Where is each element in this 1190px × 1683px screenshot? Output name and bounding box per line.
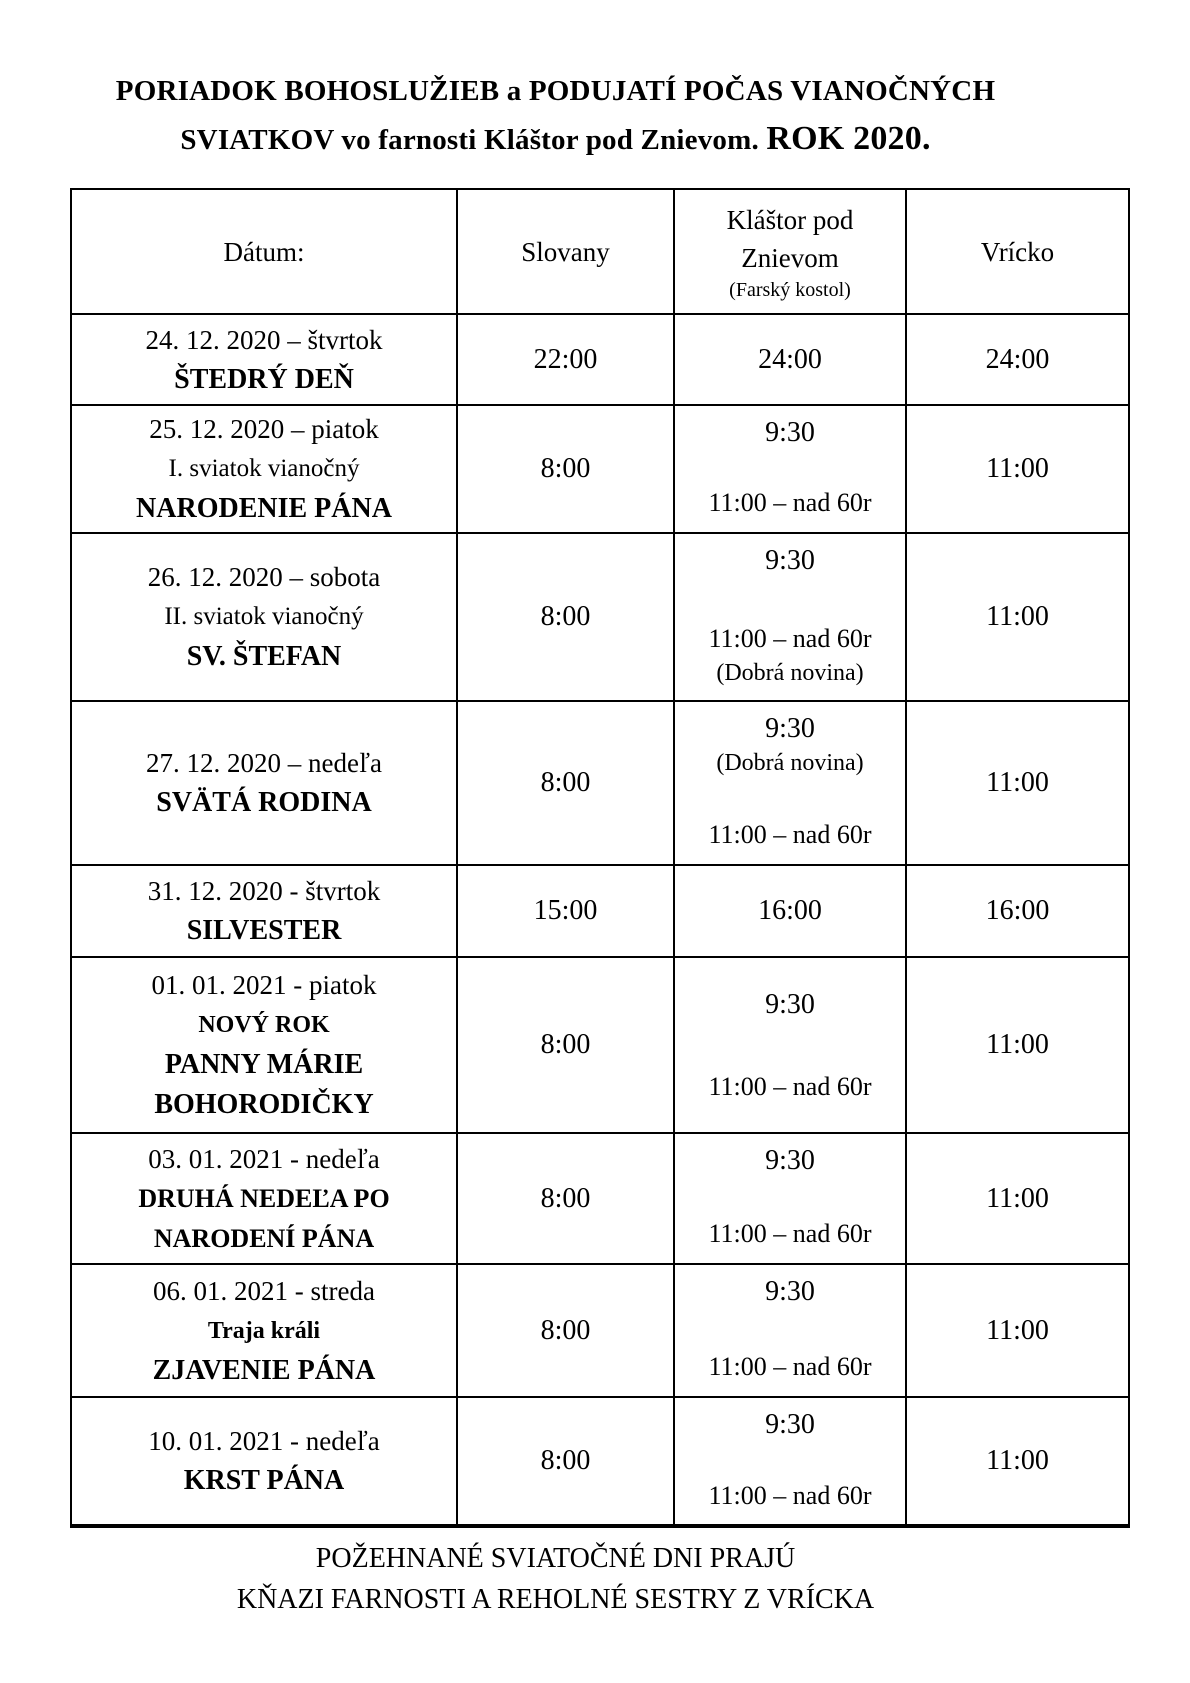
feast-name: NARODENIE PÁNA [136,493,392,524]
time-value: 9:30 [765,1276,815,1307]
date-text: 06. 01. 2021 - streda [153,1275,375,1306]
feast-name: NOVÝ ROK [198,1012,330,1038]
date-cell [71,865,457,957]
time-value: 11:00 – nad 60r [708,1219,872,1248]
vricko-time-cell [906,314,1129,405]
time-value: 9:30 [765,713,815,744]
feast-name: SILVESTER [186,915,342,946]
date-subtitle: I. sviatok vianočný [168,455,360,482]
header-cell-slovany [457,189,674,314]
feast-name: PANNY MÁRIE [164,1049,364,1080]
vricko-time-cell [906,405,1129,533]
feast-name: KRST PÁNA [183,1465,345,1496]
klastor-time-cell [674,865,906,957]
time-value: 11:00 – nad 60r [708,488,872,517]
title-line-2-text: SVIATKOV vo farnosti Kláštor pod Znievom. [180,124,767,156]
klastor-times [675,703,905,863]
slovany-time-cell [457,701,674,865]
vricko-time-cell [906,865,1129,957]
slovany-time-cell [457,314,674,405]
header-cell-vricko [906,189,1129,314]
time-value: 15:00 [533,895,598,926]
header-slovany-label: Slovany [521,236,610,267]
footer-line-1: POŽEHNANÉ SVIATOČNÉ DNI PRAJÚ [315,1543,796,1574]
time-value: 11:00 – nad 60r [708,1480,872,1510]
title-line-1: PORIADOK BOHOSLUŽIEB a PODUJATÍ POČAS VIANOČNÝCH [115,75,996,107]
feast-name: SV. ŠTEFAN [186,641,342,672]
time-value: 8:00 [540,1314,591,1346]
header-klastor-line1: Kláštor pod [726,204,854,235]
time-value: 16:00 [758,895,822,926]
date-text: 01. 01. 2021 - piatok [151,970,377,1000]
header-cell-klastor [674,189,906,314]
table-row [71,1133,1129,1264]
date-text: 24. 12. 2020 – štvrtok [145,324,383,355]
document-title [65,68,1046,164]
time-value: 11:00 [986,1445,1049,1476]
date-cell [71,701,457,865]
time-value: 11:00 – nad 60r [708,1352,872,1381]
klastor-times [675,1266,905,1395]
time-value: 9:30 [765,989,815,1020]
klastor-times [675,407,905,531]
date-cell [71,1133,457,1264]
klastor-time-cell [674,1397,906,1526]
date-text: 25. 12. 2020 – piatok [149,414,379,444]
date-text: 26. 12. 2020 – sobota [147,562,381,592]
feast-name: ŠTEDRÝ DEŇ [174,363,354,395]
date-cell [71,314,457,405]
slovany-time-cell [457,1264,674,1397]
klastor-times [675,535,905,699]
time-value: 9:30 [765,417,815,448]
slovany-time-cell [457,533,674,701]
time-value: 11:00 [986,453,1049,484]
table-row [71,1397,1129,1526]
table-row [71,314,1129,405]
date-text: 03. 01. 2021 - nedeľa [148,1143,380,1174]
vricko-time-cell [906,1397,1129,1526]
vricko-time-cell [906,1133,1129,1264]
klastor-time-cell [674,314,906,405]
feast-name: DRUHÁ NEDEĽA PO [138,1183,390,1213]
date-text: 27. 12. 2020 – nedeľa [146,748,382,778]
time-value: 8:00 [540,1445,591,1476]
time-value: 11:00 [986,601,1049,632]
klastor-times [675,959,905,1131]
time-value: 11:00 [986,1314,1049,1346]
time-value: 9:30 [765,1408,815,1440]
time-value: 24:00 [758,343,822,375]
time-value: 11:00 – nad 60r [708,1072,872,1101]
klastor-time-cell [674,1264,906,1397]
vricko-time-cell [906,533,1129,701]
klastor-times [675,1399,905,1524]
title-year: ROK 2020. [766,120,931,157]
table-row [71,1264,1129,1397]
klastor-time-cell [674,1133,906,1264]
time-value: 24:00 [985,343,1050,375]
vricko-time-cell [906,701,1129,865]
header-klastor-line2: Znievom [741,242,839,273]
feast-name: SVÄTÁ RODINA [156,787,372,818]
header-cell-date [71,189,457,314]
header-row [71,189,1129,314]
vricko-time-cell [906,1264,1129,1397]
header-date-label: Dátum: [223,236,305,267]
date-cell [71,533,457,701]
feast-name: ZJAVENIE PÁNA [152,1354,376,1386]
date-cell [71,1397,457,1526]
time-value: 8:00 [540,1182,591,1214]
table-row [71,533,1129,701]
date-cell [71,957,457,1133]
document-footer [65,1538,1046,1620]
schedule-table [70,188,1130,1528]
time-value: 16:00 [985,895,1050,926]
klastor-time-cell [674,957,906,1133]
time-value: 11:00 – nad 60r [708,624,872,653]
slovany-time-cell [457,957,674,1133]
feast-name: Traja králi [207,1317,321,1344]
header-klastor-note: (Farský kostol) [729,278,851,301]
time-note: (Dobrá novina) [716,750,864,776]
klastor-time-cell [674,405,906,533]
date-cell [71,405,457,533]
vricko-time-cell [906,957,1129,1133]
slovany-time-cell [457,1133,674,1264]
title-line-2 [65,115,1046,164]
date-text: 31. 12. 2020 - štvrtok [147,876,381,906]
klastor-times [675,1135,905,1262]
time-note: (Dobrá novina) [716,660,864,686]
time-value: 11:00 [986,1182,1049,1214]
klastor-time-cell [674,533,906,701]
slovany-time-cell [457,865,674,957]
feast-name: NARODENÍ PÁNA [153,1223,375,1253]
klastor-time-cell [674,701,906,865]
time-value: 8:00 [540,767,591,798]
feast-name: BOHORODIČKY [154,1089,374,1120]
footer-line-2: KŇAZI FARNOSTI A REHOLNÉ SESTRY Z VRÍCKA [236,1584,875,1615]
time-value: 11:00 [986,1029,1049,1060]
date-subtitle: II. sviatok vianočný [164,603,364,630]
header-vricko-label: Vrícko [980,236,1055,267]
time-value: 22:00 [533,343,598,375]
time-value: 8:00 [540,601,591,632]
klastor-top-group [675,711,905,779]
time-value: 8:00 [540,1029,591,1060]
time-value: 8:00 [540,453,591,484]
time-value: 11:00 – nad 60r [708,820,872,849]
time-value: 11:00 [986,767,1049,798]
klastor-bottom-group [675,621,905,689]
table-row [71,957,1129,1133]
table-row [71,405,1129,533]
date-cell [71,1264,457,1397]
slovany-time-cell [457,1397,674,1526]
time-value: 9:30 [765,1145,815,1176]
date-text: 10. 01. 2021 - nedeľa [148,1426,380,1456]
table-row [71,865,1129,957]
time-value: 9:30 [765,545,815,576]
table-row [71,701,1129,865]
slovany-time-cell [457,405,674,533]
